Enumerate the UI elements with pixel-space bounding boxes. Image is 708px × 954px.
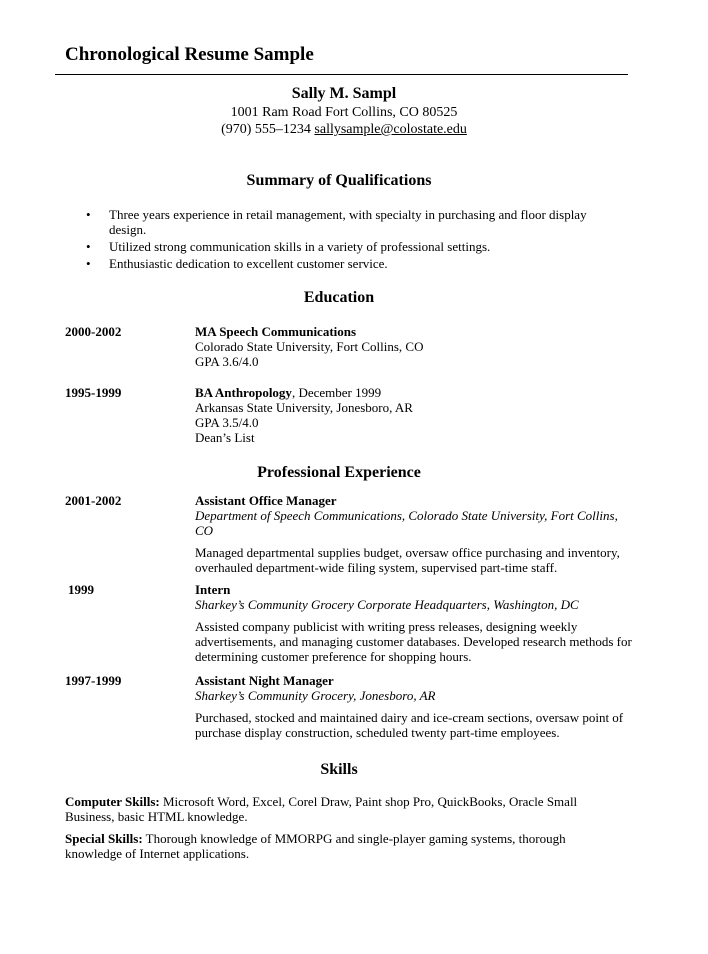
job-title: Intern: [195, 582, 231, 597]
contact-header: [0, 84, 708, 138]
education-line: Arkansas State University, Jonesboro, AR: [195, 400, 413, 415]
summary-heading: Summary of Qualifications: [246, 172, 432, 189]
entry-years: 2000-2002: [65, 324, 122, 339]
degree-name: MA Speech Communications: [195, 324, 357, 339]
job-organization: Department of Speech Communications, Colorado State University, Fort Collins, CO: [195, 508, 618, 538]
education-line: GPA 3.5/4.0: [195, 415, 259, 430]
contact-phone-email: [0, 121, 708, 138]
document-title: Chronological Resume Sample: [65, 44, 314, 65]
entry-years: 1997-1999: [65, 673, 122, 688]
special-skills: [65, 831, 605, 861]
computer-skills-label: Computer Skills:: [65, 794, 160, 809]
education-line: Dean’s List: [195, 430, 255, 445]
job-organization: Sharkey’s Community Grocery, Jonesboro, AR: [195, 688, 436, 703]
job-description: Managed departmental supplies budget, oversaw office purchasing and inventory, overhauled department-wide filing system, supervised part-time staff.: [195, 545, 620, 575]
candidate-name: Sally M. Sampl: [291, 85, 397, 102]
degree-name: BA Anthropology: [195, 385, 292, 400]
summary-item-text: Enthusiastic dedication to excellent customer service.: [109, 256, 388, 271]
experience-heading: Professional Experience: [257, 464, 421, 481]
special-skills-label: Special Skills:: [65, 831, 143, 846]
job-title: Assistant Night Manager: [195, 673, 334, 688]
contact-email-link[interactable]: sallysample@colostate.edu: [314, 122, 467, 137]
entry-years: 1995-1999: [65, 385, 122, 400]
contact-address: 1001 Ram Road Fort Collins, CO 80525: [230, 105, 458, 120]
summary-item-text: Three years experience in retail management, with specialty in purchasing and floor display design.: [109, 207, 587, 237]
bullet-icon: •: [86, 239, 91, 254]
summary-item: [86, 207, 616, 237]
education-line: Colorado State University, Fort Collins, CO: [195, 339, 424, 354]
job-description: Purchased, stocked and maintained dairy and ice-cream sections, oversaw point of purchase display construction, scheduled twenty part-time employees.: [195, 710, 624, 740]
bullet-icon: •: [86, 207, 91, 222]
entry-years: 1999: [68, 582, 94, 597]
bullet-icon: •: [86, 256, 91, 271]
special-skills-text: Thorough knowledge of MMORPG and single-player gaming systems, thorough knowledge of Internet applications.: [65, 831, 566, 861]
title-rule: [55, 74, 628, 75]
contact-phone: (970) 555–1234: [221, 122, 311, 137]
skills-heading: Skills: [320, 761, 358, 778]
education-line: GPA 3.6/4.0: [195, 354, 259, 369]
job-title: Assistant Office Manager: [195, 493, 337, 508]
degree-suffix: , December 1999: [291, 385, 382, 400]
computer-skills-text: Microsoft Word, Excel, Corel Draw, Paint shop Pro, QuickBooks, Oracle Small Business, basic HTML knowledge.: [65, 794, 578, 824]
entry-years: 2001-2002: [65, 493, 122, 508]
job-description: Assisted company publicist with writing press releases, designing weekly advertisements, and managing customer databases. Developed research methods for determining customer preference for shopping hours.: [195, 619, 632, 664]
summary-item-text: Utilized strong communication skills in a variety of professional settings.: [109, 239, 491, 254]
summary-item: [86, 239, 616, 254]
summary-list: [86, 207, 616, 273]
computer-skills: [65, 794, 605, 824]
summary-item: [86, 256, 616, 271]
job-organization: Sharkey’s Community Grocery Corporate Headquarters, Washington, DC: [195, 597, 579, 612]
education-heading: Education: [303, 289, 375, 306]
